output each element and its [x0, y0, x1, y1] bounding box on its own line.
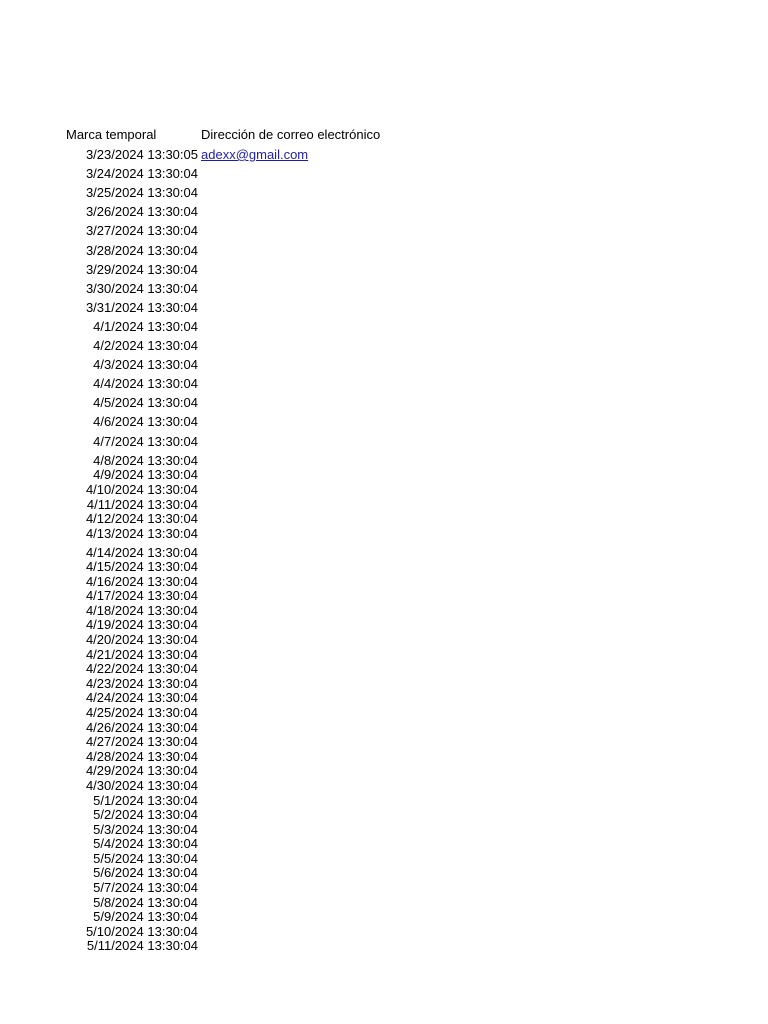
timestamp-cell: 4/16/2024 13:30:04 — [85, 574, 198, 589]
timestamp-cell: 4/22/2024 13:30:04 — [85, 661, 198, 676]
timestamp-cell: 5/4/2024 13:30:04 — [93, 836, 198, 851]
timestamp-cell: 5/11/2024 13:30:04 — [86, 938, 198, 953]
timestamp-cell: 4/18/2024 13:30:04 — [85, 603, 198, 618]
header-timestamp: Marca temporal — [66, 127, 157, 142]
timestamp-cell: 3/26/2024 13:30:04 — [85, 204, 198, 219]
timestamp-cell: 4/5/2024 13:30:04 — [93, 395, 198, 410]
timestamp-cell: 3/27/2024 13:30:04 — [85, 223, 198, 238]
timestamp-cell: 3/25/2024 13:30:04 — [85, 185, 198, 200]
timestamp-cell: 4/7/2024 13:30:04 — [93, 434, 198, 449]
timestamp-cell: 4/2/2024 13:30:04 — [93, 338, 198, 353]
timestamp-cell: 5/1/2024 13:30:04 — [93, 793, 198, 808]
timestamp-cell: 4/12/2024 13:30:04 — [85, 511, 198, 526]
timestamp-cell: 4/10/2024 13:30:04 — [85, 482, 198, 497]
timestamp-cell: 5/7/2024 13:30:04 — [93, 880, 198, 895]
timestamp-cell: 5/9/2024 13:30:04 — [93, 909, 198, 924]
timestamp-cell: 4/27/2024 13:30:04 — [85, 734, 198, 749]
timestamp-cell: 4/19/2024 13:30:04 — [85, 617, 198, 632]
timestamp-cell: 3/28/2024 13:30:04 — [85, 243, 198, 258]
timestamp-cell: 5/6/2024 13:30:04 — [93, 865, 198, 880]
timestamp-cell: 3/29/2024 13:30:04 — [85, 262, 198, 277]
timestamp-cell: 4/29/2024 13:30:04 — [85, 763, 198, 778]
timestamp-cell: 4/23/2024 13:30:04 — [85, 676, 198, 691]
timestamp-cell: 4/24/2024 13:30:04 — [85, 690, 198, 705]
timestamp-cell: 3/23/2024 13:30:05 — [85, 147, 198, 162]
timestamp-cell: 3/31/2024 13:30:04 — [85, 300, 198, 315]
timestamp-cell: 4/9/2024 13:30:04 — [93, 467, 198, 482]
timestamp-cell: 4/8/2024 13:30:04 — [93, 453, 198, 468]
timestamp-cell: 4/30/2024 13:30:04 — [85, 778, 198, 793]
timestamp-cell: 4/26/2024 13:30:04 — [85, 720, 198, 735]
timestamp-cell: 5/3/2024 13:30:04 — [93, 822, 198, 837]
timestamp-cell: 4/6/2024 13:30:04 — [93, 414, 198, 429]
timestamp-cell: 4/13/2024 13:30:04 — [85, 526, 198, 541]
timestamp-cell: 5/5/2024 13:30:04 — [93, 851, 198, 866]
timestamp-cell: 4/15/2024 13:30:04 — [85, 559, 198, 574]
timestamp-cell: 4/11/2024 13:30:04 — [86, 497, 198, 512]
timestamp-cell: 5/10/2024 13:30:04 — [85, 924, 198, 939]
timestamp-cell: 4/17/2024 13:30:04 — [85, 588, 198, 603]
timestamp-cell: 4/1/2024 13:30:04 — [93, 319, 198, 334]
timestamp-cell: 4/3/2024 13:30:04 — [93, 357, 198, 372]
timestamp-cell: 3/24/2024 13:30:04 — [85, 166, 198, 181]
email-link[interactable]: adexx@gmail.com — [201, 147, 309, 162]
timestamp-cell: 4/20/2024 13:30:04 — [85, 632, 198, 647]
timestamp-cell: 4/25/2024 13:30:04 — [85, 705, 198, 720]
timestamp-cell: 5/2/2024 13:30:04 — [93, 807, 198, 822]
timestamp-cell: 4/21/2024 13:30:04 — [85, 647, 198, 662]
timestamp-cell: 4/28/2024 13:30:04 — [85, 749, 198, 764]
timestamp-cell: 3/30/2024 13:30:04 — [85, 281, 198, 296]
timestamp-cell: 4/14/2024 13:30:04 — [85, 545, 198, 560]
timestamp-cell: 4/4/2024 13:30:04 — [93, 376, 198, 391]
header-email: Dirección de correo electrónico — [201, 127, 381, 142]
timestamp-cell: 5/8/2024 13:30:04 — [93, 895, 198, 910]
